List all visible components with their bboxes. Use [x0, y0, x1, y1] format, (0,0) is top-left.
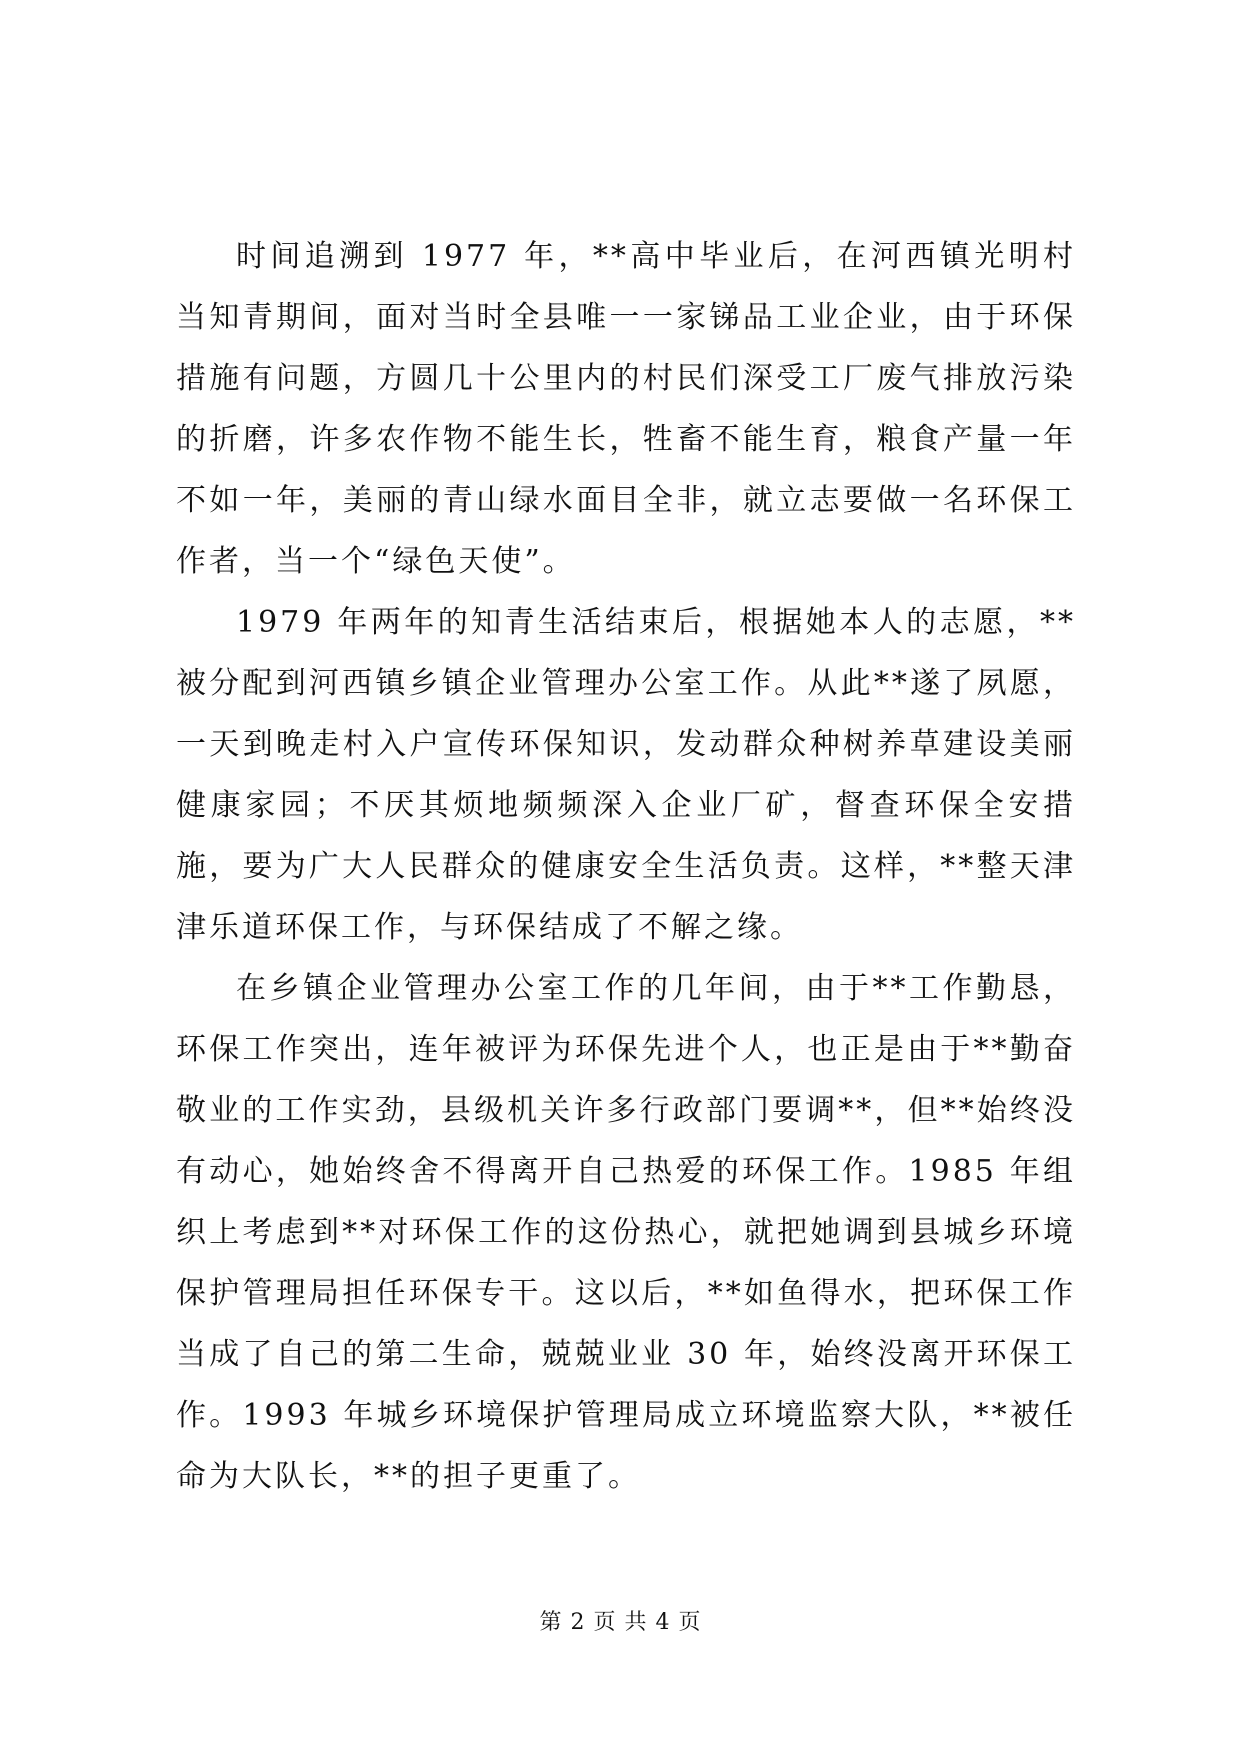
paragraph-2: 1979 年两年的知青生活结束后，根据她本人的志愿，**被分配到河西镇乡镇企业管理办公室工作。从此**遂了夙愿，一天到晚走村入户宣传环保知识，发动群众种树养草建设美丽健康家园；不厌其烦地频频深入企业厂矿，督查环保全安措施，要为广大人民群众的健康安全生活负责。这样，**整天津津乐道环保工作，与环保结成了不解之缘。 [176, 605, 1076, 945]
document-body [176, 226, 1076, 1507]
page-number-footer: 第 2 页 共 4 页 [539, 1610, 702, 1635]
paragraph-3: 在乡镇企业管理办公室工作的几年间，由于**工作勤恳，环保工作突出，连年被评为环保先进个人，也正是由于**勤奋敬业的工作实劲，县级机关许多行政部门要调**，但**始终没有动心，她始终舍不得离开自己热爱的环保工作。1985 年组织上考虑到**对环保工作的这份热心，就把她调到县城乡环境保护管理局担任环保专干。这以后，**如鱼得水，把环保工作当成了自己的第二生命，兢兢业业 30 年，始终没离开环保工作。1993 年城乡环境保护管理局成立环境监察大队，**被任命为大队长，**的担子更重了。 [176, 971, 1076, 1494]
paragraph-1: 时间追溯到 1977 年，**高中毕业后，在河西镇光明村当知青期间，面对当时全县唯一一家锑品工业企业，由于环保措施有问题，方圆几十公里内的村民们深受工厂废气排放污染的折磨，许多农作物不能生长，牲畜不能生育，粮食产量一年不如一年，美丽的青山绿水面目全非，就立志要做一名环保工作者，当一个“绿色天使”。 [176, 239, 1076, 579]
